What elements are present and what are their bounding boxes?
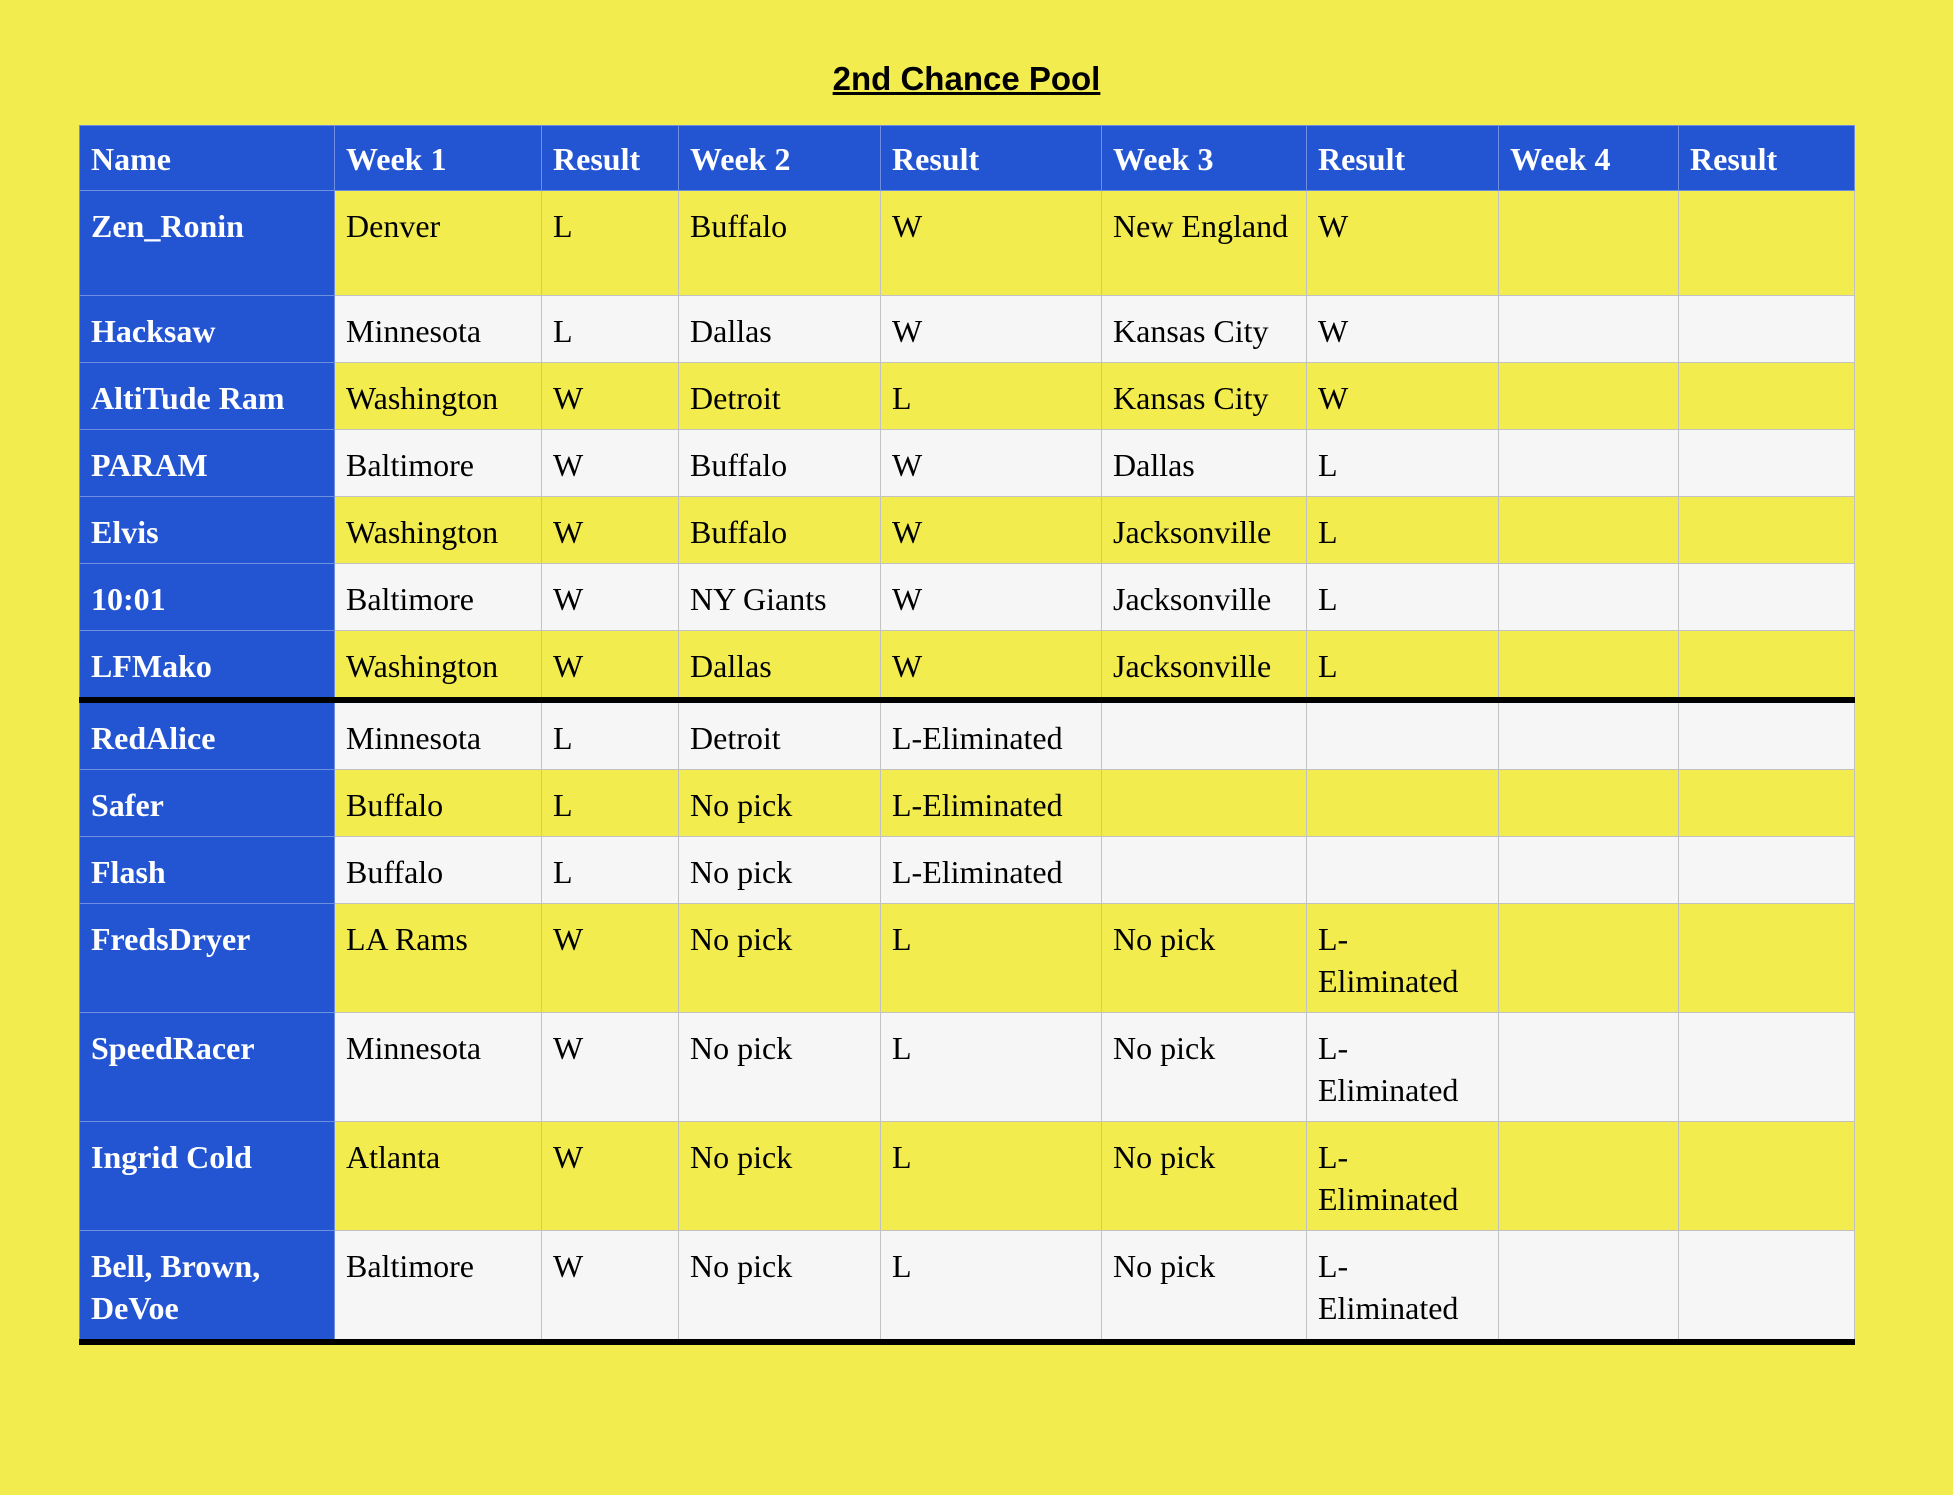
player-name: Bell, Brown, DeVoe bbox=[80, 1231, 335, 1343]
player-name: Hacksaw bbox=[80, 296, 335, 363]
header-result-1: Result bbox=[542, 126, 679, 191]
week-4-pick bbox=[1499, 564, 1679, 631]
week-4-result bbox=[1679, 296, 1855, 363]
week-2-result: L-Eliminated bbox=[881, 770, 1102, 837]
week-4-result bbox=[1679, 770, 1855, 837]
week-2-result: L bbox=[881, 1231, 1102, 1343]
header-result-4: Result bbox=[1679, 126, 1855, 191]
week-4-pick bbox=[1499, 1013, 1679, 1122]
week-1-pick: Baltimore bbox=[335, 1231, 542, 1343]
week-1-result: L bbox=[542, 296, 679, 363]
week-1-pick: Minnesota bbox=[335, 700, 542, 770]
player-name: LFMako bbox=[80, 631, 335, 701]
player-name: 10:01 bbox=[80, 564, 335, 631]
week-4-pick bbox=[1499, 700, 1679, 770]
page-title: 2nd Chance Pool bbox=[832, 60, 1101, 97]
player-name: Zen_Ronin bbox=[80, 191, 335, 296]
week-4-result bbox=[1679, 904, 1855, 1013]
table-row bbox=[80, 1231, 1855, 1343]
table-row bbox=[80, 430, 1855, 497]
week-1-pick: Washington bbox=[335, 363, 542, 430]
week-2-result: W bbox=[881, 430, 1102, 497]
week-4-pick bbox=[1499, 430, 1679, 497]
week-2-result: W bbox=[881, 296, 1102, 363]
week-3-pick bbox=[1102, 700, 1307, 770]
week-1-pick: Denver bbox=[335, 191, 542, 296]
week-3-result bbox=[1307, 770, 1499, 837]
table-row bbox=[80, 904, 1855, 1013]
week-2-pick: No pick bbox=[679, 904, 881, 1013]
week-2-result: W bbox=[881, 631, 1102, 701]
week-2-pick: Buffalo bbox=[679, 497, 881, 564]
week-4-result bbox=[1679, 700, 1855, 770]
week-3-result: L-Eliminated bbox=[1307, 904, 1499, 1013]
pool-table bbox=[79, 125, 1855, 1345]
week-1-pick: Baltimore bbox=[335, 430, 542, 497]
week-1-pick: Washington bbox=[335, 631, 542, 701]
week-3-pick: No pick bbox=[1102, 1231, 1307, 1343]
week-1-pick: Buffalo bbox=[335, 837, 542, 904]
week-3-pick bbox=[1102, 837, 1307, 904]
week-4-result bbox=[1679, 430, 1855, 497]
table-row bbox=[80, 497, 1855, 564]
week-1-pick: Buffalo bbox=[335, 770, 542, 837]
week-4-pick bbox=[1499, 1231, 1679, 1343]
header-result-3: Result bbox=[1307, 126, 1499, 191]
week-1-result: W bbox=[542, 1013, 679, 1122]
week-3-result: L-Eliminated bbox=[1307, 1231, 1499, 1343]
week-2-pick: Detroit bbox=[679, 700, 881, 770]
week-1-result: L bbox=[542, 770, 679, 837]
week-4-pick bbox=[1499, 904, 1679, 1013]
week-3-pick: No pick bbox=[1102, 1122, 1307, 1231]
week-4-pick bbox=[1499, 1122, 1679, 1231]
week-3-pick: Kansas City bbox=[1102, 363, 1307, 430]
week-3-pick: Jacksonville bbox=[1102, 631, 1307, 701]
table-row bbox=[80, 700, 1855, 770]
week-4-pick bbox=[1499, 191, 1679, 296]
week-2-result: W bbox=[881, 497, 1102, 564]
week-4-result bbox=[1679, 564, 1855, 631]
week-2-pick: Detroit bbox=[679, 363, 881, 430]
week-1-result: L bbox=[542, 700, 679, 770]
week-4-pick bbox=[1499, 363, 1679, 430]
week-2-result: L bbox=[881, 1013, 1102, 1122]
week-4-result bbox=[1679, 1231, 1855, 1343]
week-2-pick: No pick bbox=[679, 770, 881, 837]
week-2-result: L-Eliminated bbox=[881, 700, 1102, 770]
player-name: Ingrid Cold bbox=[80, 1122, 335, 1231]
week-3-pick: New England bbox=[1102, 191, 1307, 296]
header-week-1: Week 1 bbox=[335, 126, 542, 191]
week-2-result: L-Eliminated bbox=[881, 837, 1102, 904]
week-4-pick bbox=[1499, 770, 1679, 837]
week-4-pick bbox=[1499, 631, 1679, 701]
week-3-pick: No pick bbox=[1102, 904, 1307, 1013]
week-1-result: L bbox=[542, 191, 679, 296]
table-row bbox=[80, 1122, 1855, 1231]
week-1-result: W bbox=[542, 1122, 679, 1231]
week-2-pick: Buffalo bbox=[679, 430, 881, 497]
week-3-result: L bbox=[1307, 430, 1499, 497]
table-row bbox=[80, 296, 1855, 363]
table-row bbox=[80, 363, 1855, 430]
week-4-result bbox=[1679, 363, 1855, 430]
week-1-pick: Minnesota bbox=[335, 296, 542, 363]
table-row bbox=[80, 564, 1855, 631]
week-3-result: W bbox=[1307, 191, 1499, 296]
week-3-result: L bbox=[1307, 497, 1499, 564]
week-1-pick: LA Rams bbox=[335, 904, 542, 1013]
week-3-pick: Jacksonville bbox=[1102, 564, 1307, 631]
week-1-pick: Baltimore bbox=[335, 564, 542, 631]
header-week-3: Week 3 bbox=[1102, 126, 1307, 191]
week-2-result: L bbox=[881, 1122, 1102, 1231]
week-3-result bbox=[1307, 837, 1499, 904]
week-2-pick: No pick bbox=[679, 837, 881, 904]
week-4-pick bbox=[1499, 497, 1679, 564]
week-2-result: W bbox=[881, 564, 1102, 631]
week-2-pick: Dallas bbox=[679, 296, 881, 363]
week-3-pick: Dallas bbox=[1102, 430, 1307, 497]
week-1-result: L bbox=[542, 837, 679, 904]
player-name: Elvis bbox=[80, 497, 335, 564]
table-row bbox=[80, 191, 1855, 296]
week-3-pick: No pick bbox=[1102, 1013, 1307, 1122]
week-4-result bbox=[1679, 837, 1855, 904]
week-1-result: W bbox=[542, 1231, 679, 1343]
week-3-result bbox=[1307, 700, 1499, 770]
week-2-pick: Dallas bbox=[679, 631, 881, 701]
player-name: RedAlice bbox=[80, 700, 335, 770]
week-3-result: L-Eliminated bbox=[1307, 1122, 1499, 1231]
week-3-pick: Kansas City bbox=[1102, 296, 1307, 363]
week-1-result: W bbox=[542, 430, 679, 497]
week-2-pick: No pick bbox=[679, 1122, 881, 1231]
week-1-result: W bbox=[542, 904, 679, 1013]
player-name: PARAM bbox=[80, 430, 335, 497]
table-row bbox=[80, 770, 1855, 837]
week-1-result: W bbox=[542, 497, 679, 564]
table-row bbox=[80, 631, 1855, 701]
table-row bbox=[80, 837, 1855, 904]
week-1-result: W bbox=[542, 363, 679, 430]
week-3-result: L-Eliminated bbox=[1307, 1013, 1499, 1122]
table-row bbox=[80, 1013, 1855, 1122]
header-row bbox=[80, 126, 1855, 191]
player-name: SpeedRacer bbox=[80, 1013, 335, 1122]
week-1-pick: Washington bbox=[335, 497, 542, 564]
week-3-pick bbox=[1102, 770, 1307, 837]
header-week-2: Week 2 bbox=[679, 126, 881, 191]
week-2-result: L bbox=[881, 363, 1102, 430]
week-3-pick: Jacksonville bbox=[1102, 497, 1307, 564]
player-name: Safer bbox=[80, 770, 335, 837]
week-4-result bbox=[1679, 191, 1855, 296]
week-3-result: W bbox=[1307, 363, 1499, 430]
header-name: Name bbox=[80, 126, 335, 191]
player-name: FredsDryer bbox=[80, 904, 335, 1013]
week-4-pick bbox=[1499, 837, 1679, 904]
week-2-pick: No pick bbox=[679, 1013, 881, 1122]
week-4-result bbox=[1679, 631, 1855, 701]
header-result-2: Result bbox=[881, 126, 1102, 191]
header-week-4: Week 4 bbox=[1499, 126, 1679, 191]
week-2-result: L bbox=[881, 904, 1102, 1013]
week-2-pick: NY Giants bbox=[679, 564, 881, 631]
week-2-pick: Buffalo bbox=[679, 191, 881, 296]
week-4-pick bbox=[1499, 296, 1679, 363]
week-1-result: W bbox=[542, 564, 679, 631]
week-4-result bbox=[1679, 1122, 1855, 1231]
week-1-result: W bbox=[542, 631, 679, 701]
week-4-result bbox=[1679, 1013, 1855, 1122]
week-3-result: W bbox=[1307, 296, 1499, 363]
week-4-result bbox=[1679, 497, 1855, 564]
week-1-pick: Minnesota bbox=[335, 1013, 542, 1122]
player-name: AltiTude Ram bbox=[80, 363, 335, 430]
week-3-result: L bbox=[1307, 564, 1499, 631]
player-name: Flash bbox=[80, 837, 335, 904]
week-2-result: W bbox=[881, 191, 1102, 296]
week-3-result: L bbox=[1307, 631, 1499, 701]
week-2-pick: No pick bbox=[679, 1231, 881, 1343]
week-1-pick: Atlanta bbox=[335, 1122, 542, 1231]
